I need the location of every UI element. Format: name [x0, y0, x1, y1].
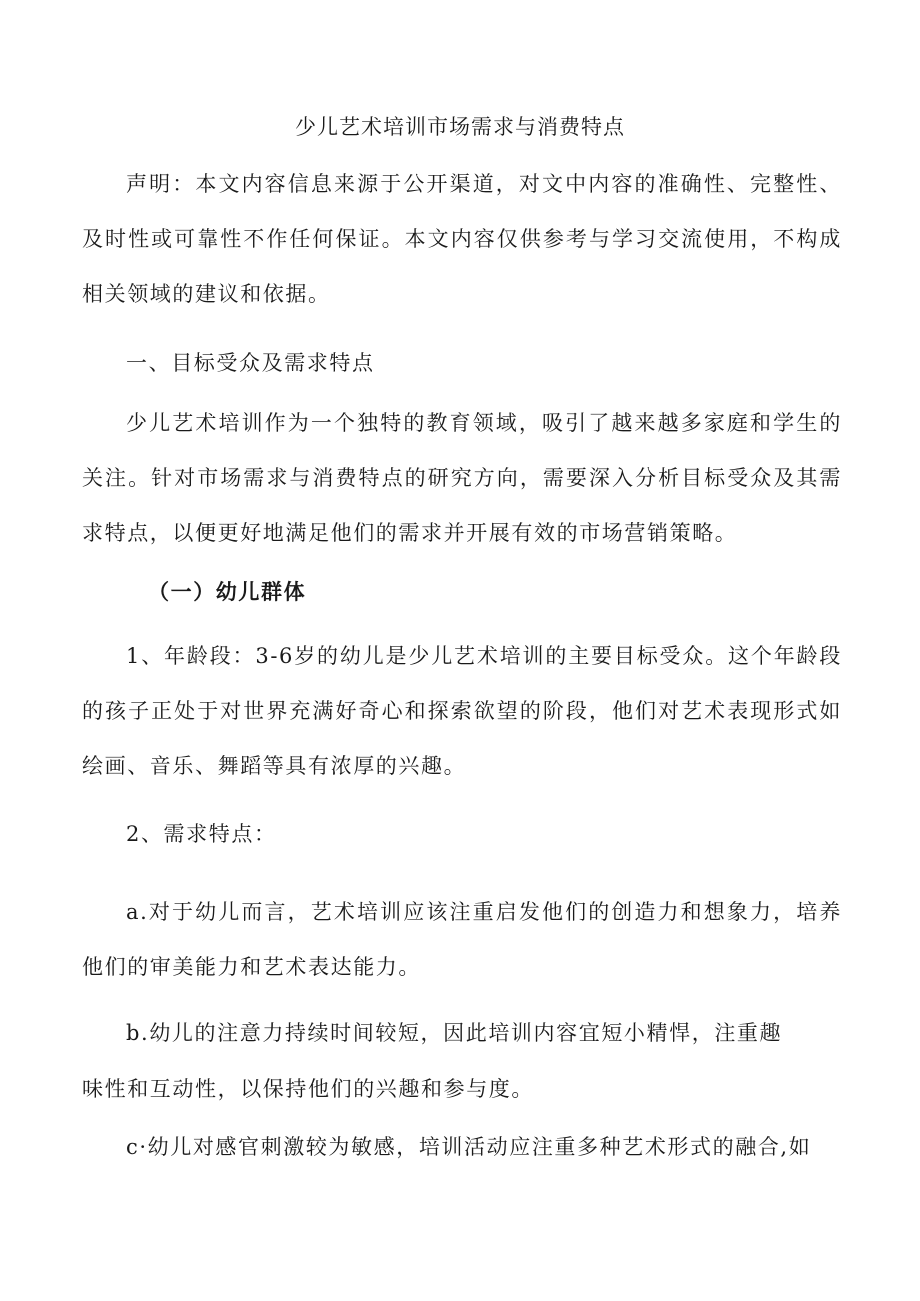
point-b-line-2: 味性和互动性，以保持他们的兴趣和参与度。: [82, 1077, 534, 1101]
disclaimer-paragraph: 声明：本文内容信息来源于公开渠道，对文中内容的准确性、完整性、及时性或可靠性不作任何保证。本文内容仅供参考与学习交流使用，不构成相关领域的建议和依据。: [82, 172, 842, 306]
section-heading-target-audience: 一、目标受众及需求特点: [126, 351, 375, 375]
point-c-paragraph: c·幼儿对感官刺激较为敏感，培训活动应注重多种艺术形式的融合,如: [126, 1135, 812, 1159]
point-b-line-1: b.幼儿的注意力持续时间较短，因此培训内容宜短小精悍，注重趣: [126, 1021, 783, 1045]
section-intro-paragraph: 少儿艺术培训作为一个独特的教育领域，吸引了越来越多家庭和学生的关注。针对市场需求与消费特点的研究方向，需要深入分析目标受众及其需求特点，以便更好地满足他们的需求并开展有效的市场营销策略。: [82, 411, 842, 545]
subsection-heading-toddlers: （一）幼儿群体: [148, 579, 307, 604]
list-item-age-range: 1、年龄段：3-6岁的幼儿是少儿艺术培训的主要目标受众。这个年龄段的孩子正处于对世界充满好奇心和探索欲望的阶段，他们对艺术表现形式如绘画、音乐、舞蹈等具有浓厚的兴趣。: [82, 644, 842, 778]
point-a-paragraph: a.对于幼儿而言，艺术培训应该注重启发他们的创造力和想象力，培养他们的审美能力和艺术表达能力。: [82, 900, 842, 979]
list-item-demand-features: 2、需求特点：: [126, 822, 277, 846]
document-title: 少儿艺术培训市场需求与消费特点: [295, 115, 625, 139]
